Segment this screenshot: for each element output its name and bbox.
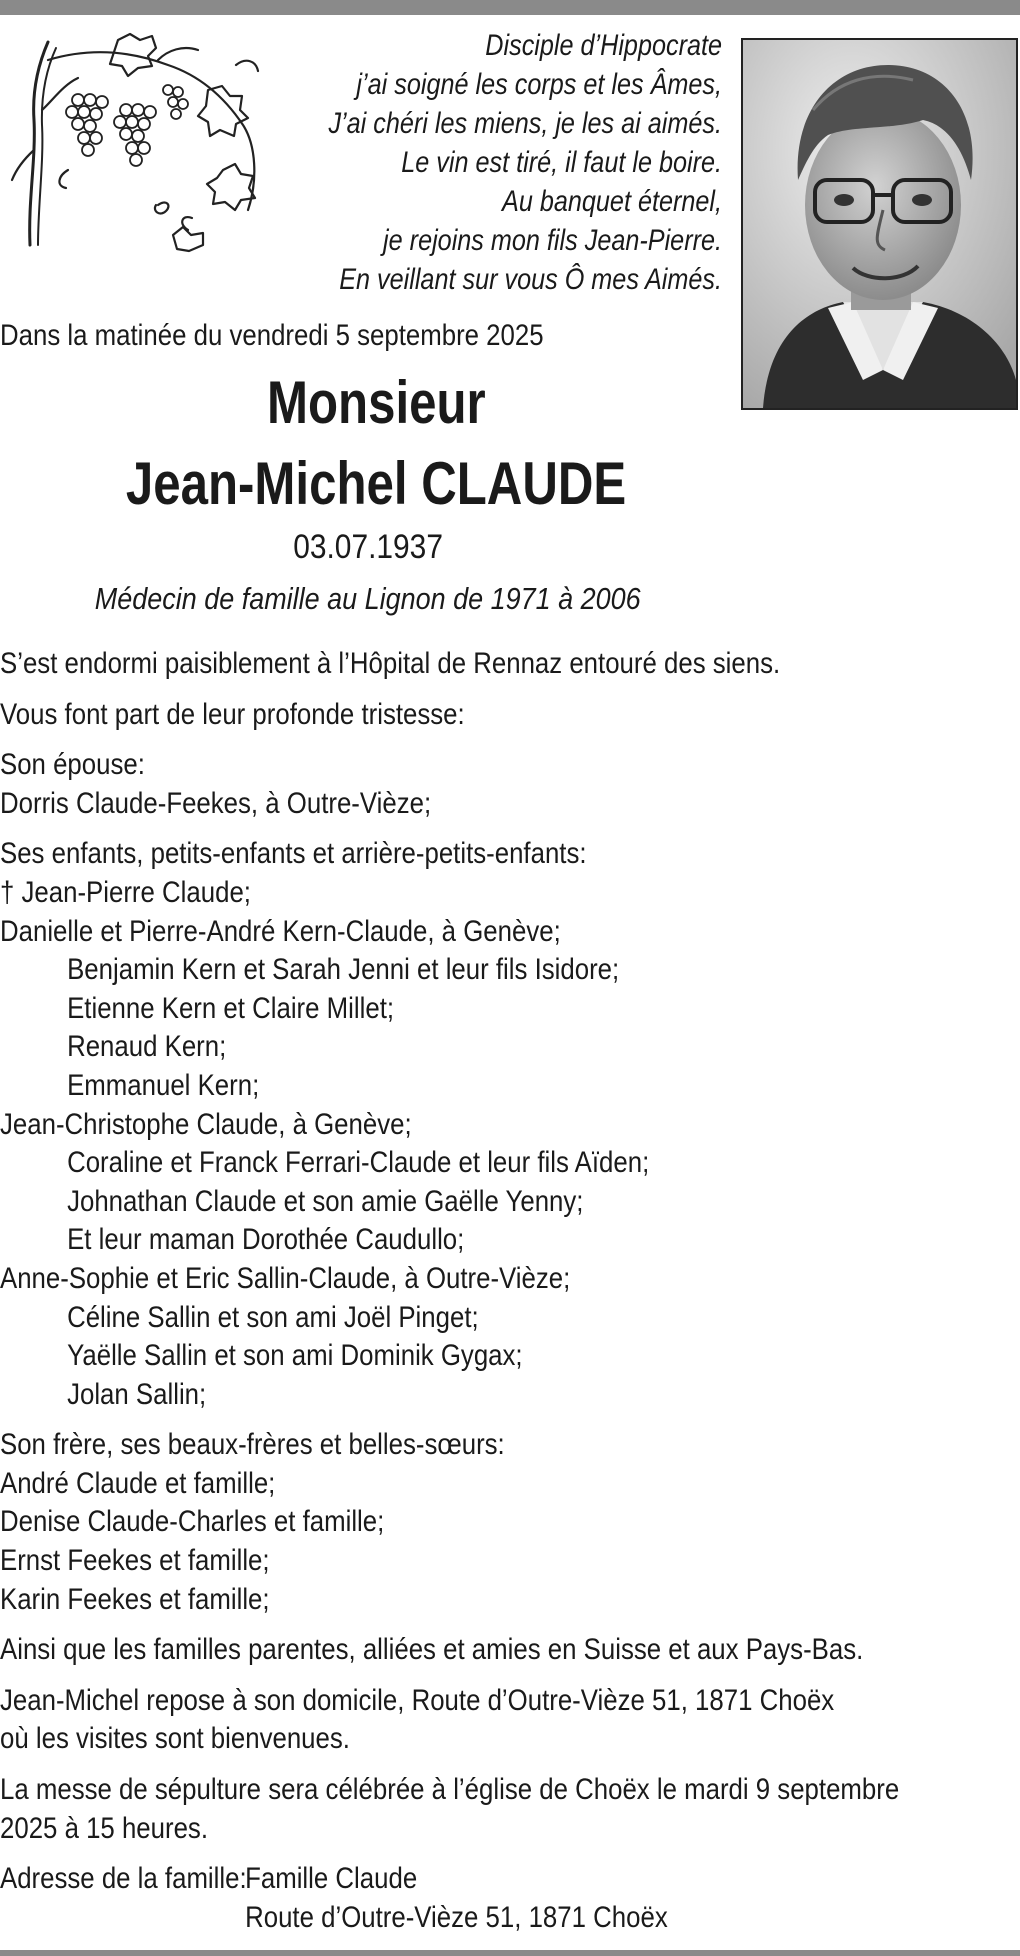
birth-date: 03.07.1937 — [293, 528, 443, 566]
address-line: Route d’Outre-Vièze 51, 1871 Choëx — [245, 1900, 668, 1934]
family-member: Céline Sallin et son ami Joël Pinget; — [67, 1300, 479, 1334]
sibling-family: Denise Claude-Charles et famille; — [0, 1505, 385, 1539]
address-label: Adresse de la famille: — [0, 1862, 247, 1896]
intro-paragraph: S’est endormi paisiblement à l’Hôpital de Rennaz entouré des siens. — [0, 647, 781, 680]
deceased-name: Jean-Michel CLAUDE — [125, 450, 627, 517]
family-member: † Jean-Pierre Claude; — [0, 875, 251, 909]
portrait-photo — [741, 38, 1018, 410]
sibling-family: André Claude et famille; — [0, 1466, 276, 1500]
family-member: Jolan Sallin; — [67, 1377, 207, 1411]
family-member: Renaud Kern; — [67, 1030, 227, 1064]
family-member: Emmanuel Kern; — [67, 1068, 260, 1102]
resting-place-line: Jean-Michel repose à son domicile, Route d’Outre-Vièze 51, 1871 Choëx — [0, 1683, 835, 1717]
poem-line: J’ai chéri les miens, je les ai aimés. — [328, 107, 722, 140]
poem-line: je rejoins mon fils Jean-Pierre. — [383, 224, 722, 257]
poem — [326, 26, 722, 299]
funeral-mass-line: La messe de sépulture sera célébrée à l’église de Choëx le mardi 9 septembre — [0, 1773, 900, 1807]
sibling-family: Ernst Feekes et famille; — [0, 1544, 270, 1578]
death-date-line: Dans la matinée du vendredi 5 septembre 2025 — [0, 319, 544, 352]
children-heading: Ses enfants, petits-enfants et arrière-petits-enfants: — [0, 837, 587, 871]
poem-line: En veillant sur vous Ô mes Aimés. — [339, 263, 722, 296]
address-line: Famille Claude — [245, 1862, 418, 1896]
spouse-name: Dorris Claude-Feekes, à Outre-Vièze; — [0, 786, 432, 820]
family-member: Anne-Sophie et Eric Sallin-Claude, à Outre-Vièze; — [0, 1261, 571, 1295]
resting-place-paragraph — [0, 1682, 1015, 1759]
sibling-family: Karin Feekes et famille; — [0, 1582, 270, 1616]
family-member: Etienne Kern et Claire Millet; — [67, 991, 395, 1025]
profession: Médecin de famille au Lignon de 1971 à 2006 — [95, 581, 641, 616]
family-member: Danielle et Pierre-André Kern-Claude, à Genève; — [0, 914, 561, 948]
grape-vine-illustration — [8, 30, 273, 260]
funeral-mass-paragraph — [0, 1771, 1015, 1848]
family-member: Benjamin Kern et Sarah Jenni et leur fils Isidore; — [67, 953, 620, 987]
poem-line: Le vin est tiré, il faut le boire. — [401, 146, 722, 179]
honorific-title: Monsieur — [266, 369, 486, 436]
family-member: Jean-Christophe Claude, à Genève; — [0, 1107, 412, 1141]
relatives-paragraph: Ainsi que les familles parentes, alliées et amies en Suisse et aux Pays-Bas. — [0, 1633, 864, 1667]
obituary-body — [0, 645, 1015, 1949]
poem-line: Au banquet éternel, — [502, 185, 722, 218]
spouse-heading: Son épouse: — [0, 748, 145, 782]
bottom-rule — [0, 1950, 1020, 1956]
spouse-section — [0, 746, 1015, 823]
poem-line: j’ai soigné les corps et les Âmes, — [356, 68, 722, 101]
family-address — [0, 1860, 1015, 1937]
poem-line: Disciple d’Hippocrate — [485, 29, 722, 62]
family-member: Et leur maman Dorothée Caudullo; — [67, 1223, 465, 1257]
family-member: Coraline et Franck Ferrari-Claude et leur fils Aïden; — [67, 1146, 650, 1180]
resting-place-line: où les visites sont bienvenues. — [0, 1722, 350, 1756]
family-member: Yaëlle Sallin et son ami Dominik Gygax; — [67, 1339, 523, 1373]
funeral-mass-line: 2025 à 15 heures. — [0, 1811, 209, 1845]
siblings-section — [0, 1426, 1015, 1619]
siblings-heading: Son frère, ses beaux-frères et belles-sœurs: — [0, 1428, 505, 1462]
family-member: Johnathan Claude et son amie Gaëlle Yenny; — [67, 1184, 584, 1218]
top-rule — [0, 0, 1020, 15]
children-section — [0, 835, 1015, 1414]
announcement-paragraph: Vous font part de leur profonde tristesse: — [0, 697, 465, 731]
